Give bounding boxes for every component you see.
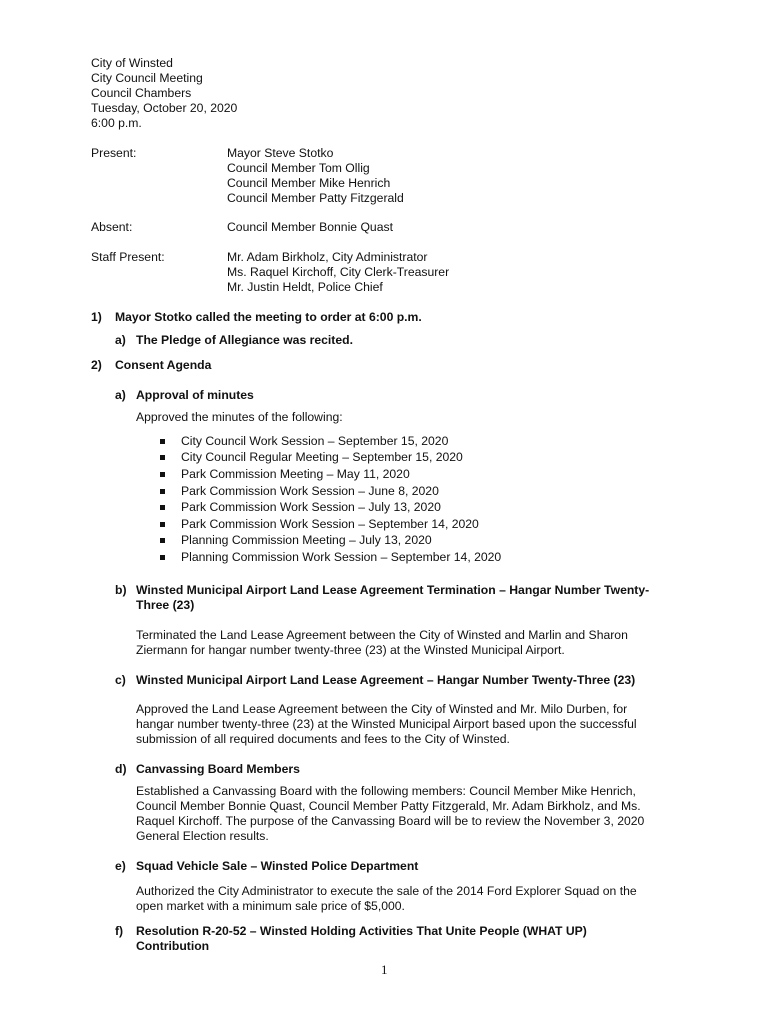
consent-f-title: Resolution R-20-52 – Winsted Holding Activities That Unite People (WHAT UP): [136, 924, 587, 938]
header-time: 6:00 p.m.: [91, 116, 142, 130]
bullet-icon: [160, 472, 165, 477]
item-1-number: 1): [91, 310, 102, 324]
staff-member: Ms. Raquel Kirchoff, City Clerk-Treasurer: [227, 265, 450, 279]
bullet-icon: [160, 522, 165, 527]
consent-c-body: submission of all required documents and fees to the City of Winsted.: [136, 732, 510, 746]
absent-member: Council Member Bonnie Quast: [227, 220, 393, 234]
bullet-icon: [160, 555, 165, 560]
consent-b-number: b): [115, 583, 127, 597]
header-date: Tuesday, October 20, 2020: [91, 101, 238, 115]
consent-e-body: Authorized the City Administrator to execute the sale of the 2014 Ford Explorer Squad on the: [136, 884, 637, 898]
consent-e-title: Squad Vehicle Sale – Winsted Police Department: [136, 859, 419, 873]
header-meeting: City Council Meeting: [91, 71, 203, 85]
consent-a-number: a): [115, 388, 126, 402]
bullet-icon: [160, 505, 165, 510]
consent-d-title: Canvassing Board Members: [136, 762, 300, 776]
item-1-text: Mayor Stotko called the meeting to order at 6:00 p.m.: [115, 310, 422, 324]
header-location: Council Chambers: [91, 86, 192, 100]
minutes-list-item: Park Commission Meeting – May 11, 2020: [181, 467, 410, 481]
bullet-icon: [160, 439, 165, 444]
staff-member: Mr. Justin Heldt, Police Chief: [227, 280, 383, 294]
present-member: Council Member Patty Fitzgerald: [227, 191, 404, 205]
consent-b-title-cont: Three (23): [136, 598, 195, 612]
minutes-list-item: City Council Regular Meeting – September 15, 2020: [181, 450, 463, 464]
consent-d-body: Established a Canvassing Board with the following members: Council Member Mike Henrich,: [136, 784, 636, 798]
bullet-icon: [160, 538, 165, 543]
consent-e-number: e): [115, 859, 126, 873]
minutes-list-item: City Council Work Session – September 15, 2020: [181, 434, 449, 448]
header-city: City of Winsted: [91, 56, 173, 70]
present-member: Council Member Mike Henrich: [227, 176, 391, 190]
consent-b-title: Winsted Municipal Airport Land Lease Agreement Termination – Hangar Number Twenty-: [136, 583, 650, 597]
bullet-icon: [160, 489, 165, 494]
item-1a-text: The Pledge of Allegiance was recited.: [136, 333, 353, 347]
consent-c-body: hangar number twenty-three (23) at the Winsted Municipal Airport based upon the successful: [136, 717, 637, 731]
consent-a-title: Approval of minutes: [136, 388, 254, 402]
consent-e-body: open market with a minimum sale price of $5,000.: [136, 899, 405, 913]
minutes-list-item: Park Commission Work Session – September 14, 2020: [181, 517, 479, 531]
consent-b-body: Terminated the Land Lease Agreement between the City of Winsted and Marlin and Sharon: [136, 628, 628, 642]
staff-member: Mr. Adam Birkholz, City Administrator: [227, 250, 428, 264]
minutes-list-item: Park Commission Work Session – July 13, 2020: [181, 500, 441, 514]
item-2-number: 2): [91, 358, 102, 372]
consent-d-body: Council Member Bonnie Quast, Council Member Patty Fitzgerald, Mr. Adam Birkholz, and Ms.: [136, 799, 641, 813]
consent-c-body: Approved the Land Lease Agreement between the City of Winsted and Mr. Milo Durben, for: [136, 702, 628, 716]
consent-c-title: Winsted Municipal Airport Land Lease Agreement – Hangar Number Twenty-Three (23): [136, 673, 636, 687]
present-member: Council Member Tom Ollig: [227, 161, 370, 175]
item-2-text: Consent Agenda: [115, 358, 212, 372]
consent-d-body: Raquel Kirchoff. The purpose of the Canvassing Board will be to review the November 3, 2020: [136, 814, 645, 828]
consent-f-number: f): [115, 924, 124, 938]
staff-label: Staff Present:: [91, 250, 165, 264]
consent-b-body: Ziermann for hangar number twenty-three (23) at the Winsted Municipal Airport.: [136, 643, 565, 657]
consent-d-number: d): [115, 762, 127, 776]
consent-c-number: c): [115, 673, 126, 687]
absent-label: Absent:: [91, 220, 133, 234]
bullet-icon: [160, 455, 165, 460]
minutes-list-item: Planning Commission Meeting – July 13, 2020: [181, 533, 432, 547]
page-number: 1: [381, 962, 388, 977]
minutes-list-item: Planning Commission Work Session – September 14, 2020: [181, 550, 502, 564]
present-label: Present:: [91, 146, 137, 160]
item-1a-number: a): [115, 333, 126, 347]
present-member: Mayor Steve Stotko: [227, 146, 334, 160]
consent-a-intro: Approved the minutes of the following:: [136, 410, 343, 424]
minutes-list-item: Park Commission Work Session – June 8, 2020: [181, 484, 439, 498]
consent-f-title-cont: Contribution: [136, 939, 210, 953]
consent-d-body: General Election results.: [136, 829, 269, 843]
